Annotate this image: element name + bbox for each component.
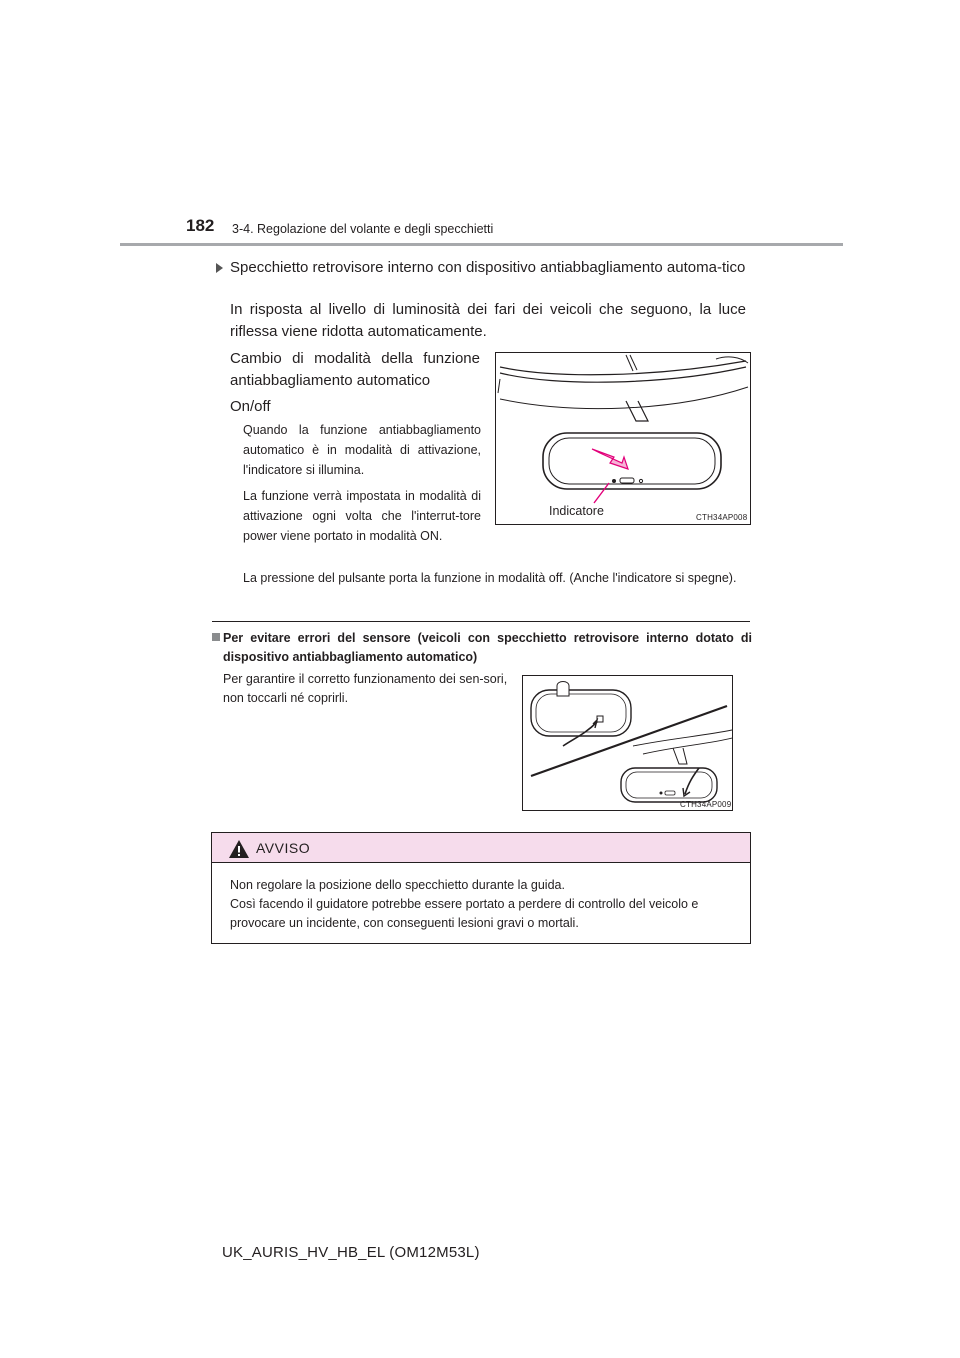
square-bullet-icon — [212, 633, 220, 641]
subheading-text: Specchietto retrovisore interno con dispositivo antiabbagliamento automa-tico — [230, 259, 746, 276]
mode-title: Cambio di modalità della funzione antiabbagliamento automatico — [230, 350, 480, 389]
mirror-indicator-figure — [495, 352, 751, 525]
desc-on: Quando la funzione antiabbagliamento automatico è in modalità di attivazione, l'indicatore si illumina. — [243, 423, 481, 477]
sensor-heading — [212, 629, 752, 667]
warning-text — [230, 876, 745, 933]
figure2-code: CTH34AP009 — [680, 800, 732, 809]
sensor-heading-text: Per evitare errori del sensore (veicoli con specchietto retrovisore interno dotato di dispositivo antiabbagliamento automatico) — [223, 631, 752, 664]
desc-power: La funzione verrà impostata in modalità di attivazione ogni volta che l'interrut-tore power viene portato in modalità ON. — [243, 489, 481, 543]
desc-off: La pressione del pulsante porta la funzione in modalità off. (Anche l'indicatore si spegne). — [243, 571, 737, 585]
section-divider — [212, 621, 750, 622]
sensor-illustration — [523, 676, 732, 810]
sensor-location-figure — [522, 675, 733, 811]
warning-box — [211, 832, 751, 944]
header-rule — [120, 243, 843, 246]
warning-icon — [229, 840, 249, 858]
indicator-label: Indicatore — [549, 504, 604, 518]
onoff-label: On/off — [230, 398, 271, 415]
subheading — [216, 257, 751, 279]
warning-line-1: Non regolare la posizione dello specchietto durante la guida. — [230, 878, 565, 892]
warning-line-2: Così facendo il guidatore potrebbe essere portato a perdere di controllo del veicolo e provocare un incidente, con conseguenti lesioni gravi o mortali. — [230, 897, 699, 930]
triangle-bullet-icon — [216, 263, 223, 273]
warning-title: AVVISO — [256, 840, 311, 856]
figure1-code: CTH34AP008 — [696, 513, 748, 522]
warning-header — [212, 833, 750, 863]
mirror-illustration — [496, 353, 750, 524]
sensor-text: Per garantire il corretto funzionamento dei sen-sori, non toccarli né coprirli. — [223, 672, 508, 705]
section-title: 3-4. Regolazione del volante e degli specchietti — [232, 222, 494, 236]
page-number: 182 — [186, 216, 215, 235]
document-code: UK_AURIS_HV_HB_EL (OM12M53L) — [222, 1244, 480, 1261]
intro-paragraph: In risposta al livello di luminosità dei fari dei veicoli che seguono, la luce riflessa viene ridotta automaticamente. — [230, 301, 746, 340]
